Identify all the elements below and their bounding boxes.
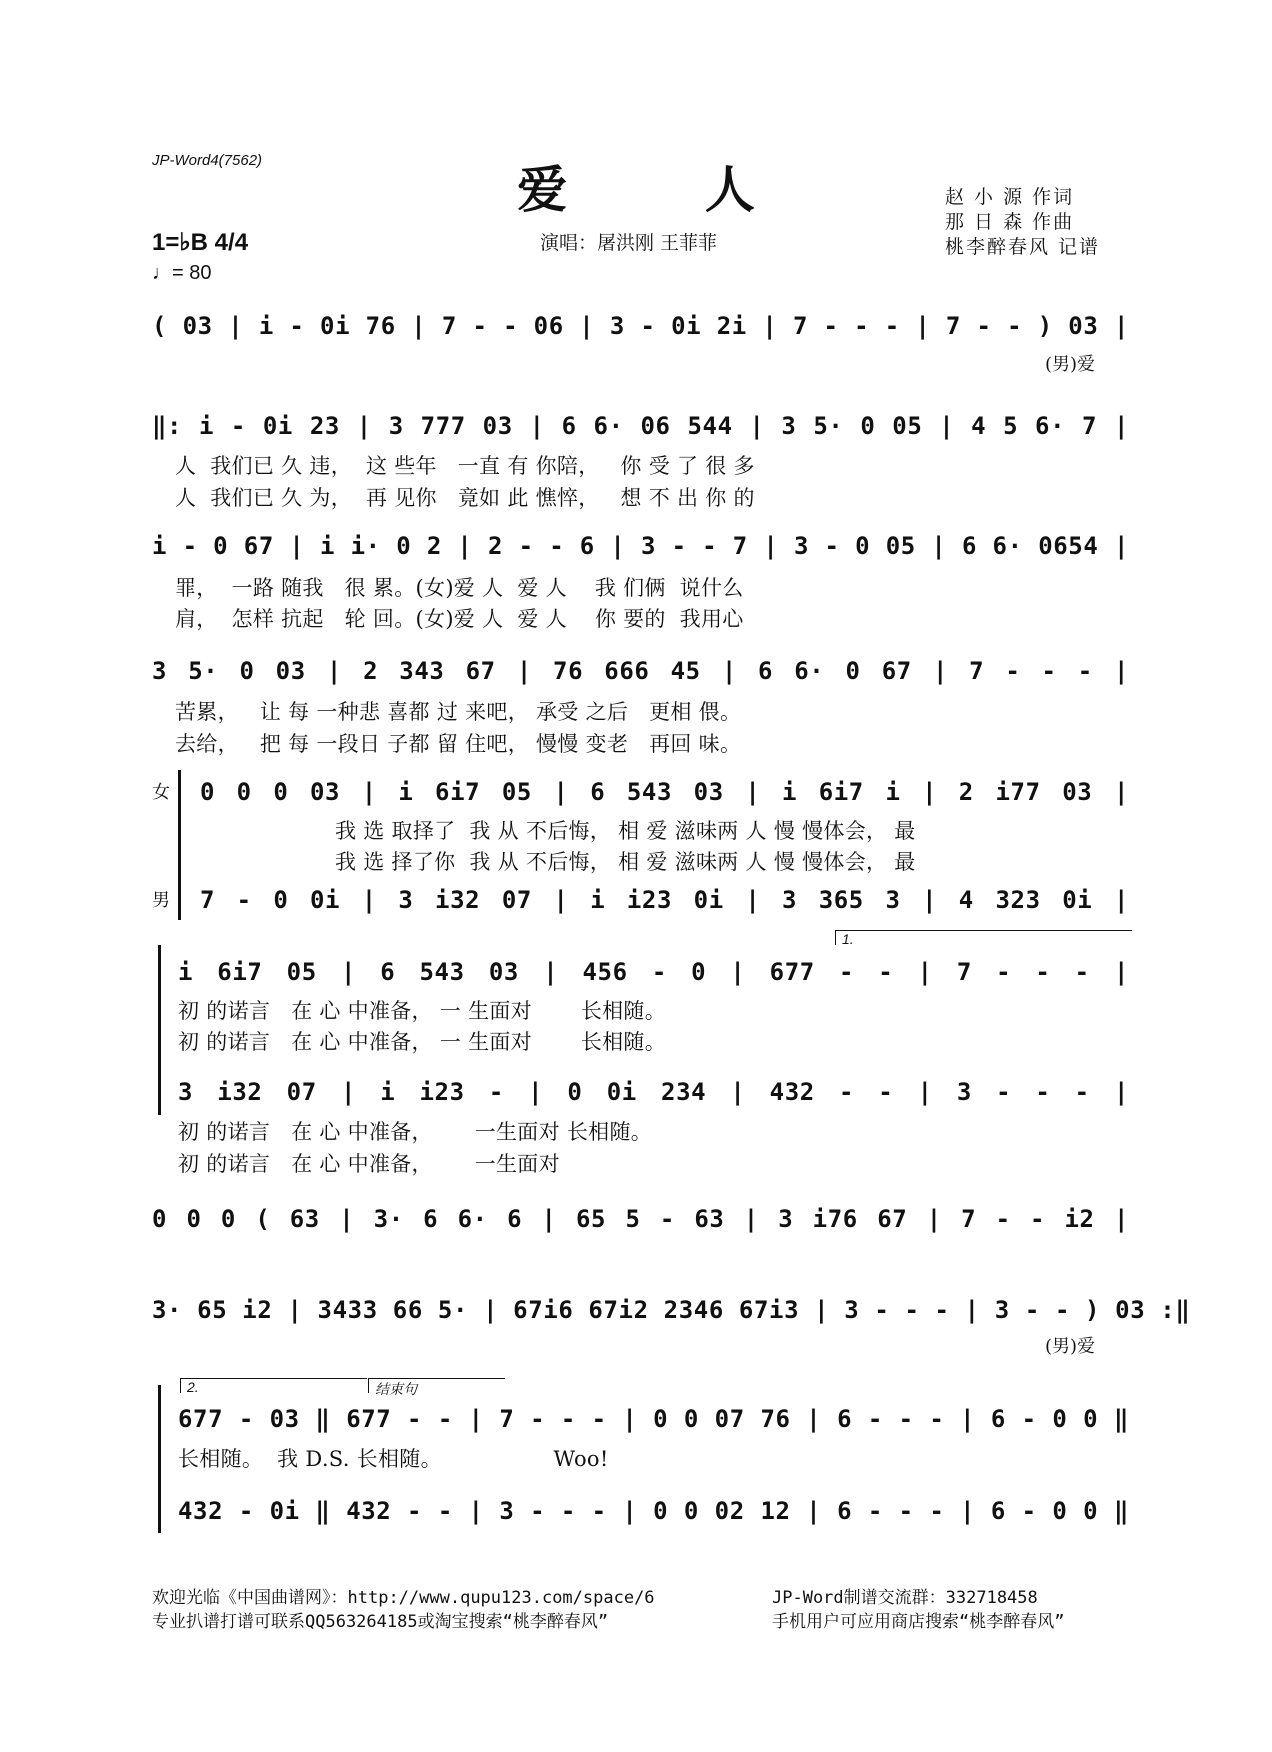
lyric-line: 我 选 择了你 我 从 不后悔， 相 爱 滋味两 人 慢 慢体会， 最 xyxy=(335,850,916,874)
notes-line: i 6i7 05 | 6 543 03 | 456 - 0 | 677 - - | 7 - - - | xyxy=(178,958,1129,986)
composer-credit: 那 日 森 作曲 xyxy=(945,211,1075,233)
score-row xyxy=(152,1296,1191,1324)
score-row xyxy=(178,958,1129,986)
lyric-line: 初 的诺言 在 心 中准备， 一生面对 xyxy=(178,1152,560,1176)
notes-line: i - 0 67 | i i· 0 2 | 2 - - 6 | 3 - - 7 | 3 - 0 05 | 6 6· 0654 | xyxy=(152,532,1129,560)
footer-right xyxy=(772,1586,1064,1634)
notes-line: ‖: i - 0i 23 | 3 777 03 | 6 6· 06 544 | 3 5· 0 05 | 4 5 6· 7 | xyxy=(152,412,1129,440)
female-voice-label: 女 xyxy=(152,782,170,803)
lyric-line: 人 我们已 久 为， 再 见你 竟如 此 憔悴， 想 不 出 你 的 xyxy=(175,486,755,510)
male-voice-label: 男 xyxy=(152,890,170,911)
coda-label: 结束句 xyxy=(368,1378,505,1393)
footer-contact: 专业扒谱打谱可联系QQ563264185或淘宝搜索“桃李醉春风” xyxy=(152,1612,609,1632)
lyricist-credit: 赵 小 源 作词 xyxy=(945,186,1075,208)
score-row xyxy=(178,1497,1129,1525)
system-bracket xyxy=(158,945,161,1115)
system-bracket xyxy=(158,1385,161,1533)
voice-cue: (男)爱 xyxy=(1045,1336,1096,1357)
score-row xyxy=(152,1205,1129,1233)
app-label: JP-Word4(7562) xyxy=(152,152,263,169)
notes-line: 3 i32 07 | i i23 - | 0 0i 234 | 432 - - | 3 - - - | xyxy=(178,1078,1129,1106)
footer-website: 欢迎光临《中国曲谱网》：http://www.qupu123.com/space/6 xyxy=(152,1588,655,1608)
score-row xyxy=(200,886,1129,914)
score-row xyxy=(178,1405,1129,1433)
footer-left xyxy=(152,1586,655,1634)
lyric-line: 初 的诺言 在 心 中准备， 一生面对 长相随。 xyxy=(178,1120,653,1144)
notes-line: 0 0 0 03 | i 6i7 05 | 6 543 03 | i 6i7 i | 2 i77 03 | xyxy=(200,778,1129,806)
second-ending-bracket: 2. xyxy=(180,1378,367,1393)
score-row xyxy=(200,778,1129,806)
score-row xyxy=(152,532,1129,560)
notes-line: 432 - 0i ‖ 432 - - | 3 - - - | 0 0 02 12 | 6 - - - | 6 - 0 0 ‖ xyxy=(178,1497,1129,1525)
lyric-line: 长相随。 我 D.S. 长相随。 Woo! xyxy=(178,1447,609,1471)
score-row xyxy=(178,1078,1129,1106)
credits xyxy=(945,185,1100,260)
notes-line: ( 03 | i - 0i 76 | 7 - - 06 | 3 - 0i 2i | 7 - - - | 7 - - ) 03 | xyxy=(152,312,1129,340)
song-title: 爱 人 xyxy=(517,160,815,219)
lyric-line: 我 选 取择了 我 从 不后悔， 相 爱 滋味两 人 慢 慢体会， 最 xyxy=(335,819,916,843)
notes-line: 677 - 03 ‖ 677 - - | 7 - - - | 0 0 07 76 | 6 - - - | 6 - 0 0 ‖ xyxy=(178,1405,1129,1433)
footer-group: JP-Word制谱交流群：332718458 xyxy=(772,1588,1038,1608)
score-row xyxy=(152,657,1129,685)
system-bracket xyxy=(178,770,181,920)
lyric-line: 去给， 把 每 一段日 子都 留 住吧， 慢慢 变老 再回 味。 xyxy=(175,732,742,756)
key-signature: 1=♭B 4/4 xyxy=(152,229,249,256)
lyric-line: 罪， 一路 随我 很 累。(女)爱 人 爱 人 我 们俩 说什么 xyxy=(175,576,744,600)
score-row xyxy=(152,412,1129,440)
notes-line: 0 0 0 ( 63 | 3· 6 6· 6 | 65 5 - 63 | 3 i76 67 | 7 - - i2 | xyxy=(152,1205,1129,1233)
singers: 演唱：屠洪刚 王菲菲 xyxy=(540,232,718,254)
tempo-marking: ♩= 80 xyxy=(152,262,212,284)
first-ending-bracket: 1. xyxy=(835,930,1132,945)
notes-line: 3 5· 0 03 | 2 343 67 | 76 666 45 | 6 6· 0 67 | 7 - - - | xyxy=(152,657,1129,685)
notes-line: 3· 65 i2 | 3433 66 5· | 67i6 67i2 2346 67i3 | 3 - - - | 3 - - ) 03 :‖ xyxy=(152,1296,1191,1324)
footer-app: 手机用户可应用商店搜索“桃李醉春风” xyxy=(772,1612,1065,1632)
lyric-line: 初 的诺言 在 心 中准备， 一 生面对 长相随。 xyxy=(178,1030,667,1054)
lyric-line: 初 的诺言 在 心 中准备， 一 生面对 长相随。 xyxy=(178,999,667,1023)
notes-line: 7 - 0 0i | 3 i32 07 | i i23 0i | 3 365 3 | 4 323 0i | xyxy=(200,886,1129,914)
voice-cue: (男)爱 xyxy=(1045,354,1096,375)
lyric-line: 人 我们已 久 违， 这 些年 一直 有 你陪， 你 受 了 很 多 xyxy=(175,454,755,478)
lyric-line: 肩， 怎样 抗起 轮 回。(女)爱 人 爱 人 你 要的 我用心 xyxy=(175,607,744,631)
score-row xyxy=(152,312,1129,340)
transcriber-credit: 桃李醉春风 记谱 xyxy=(945,236,1101,258)
lyric-line: 苦累， 让 每 一种悲 喜都 过 来吧， 承受 之后 更相 偎。 xyxy=(175,700,742,724)
